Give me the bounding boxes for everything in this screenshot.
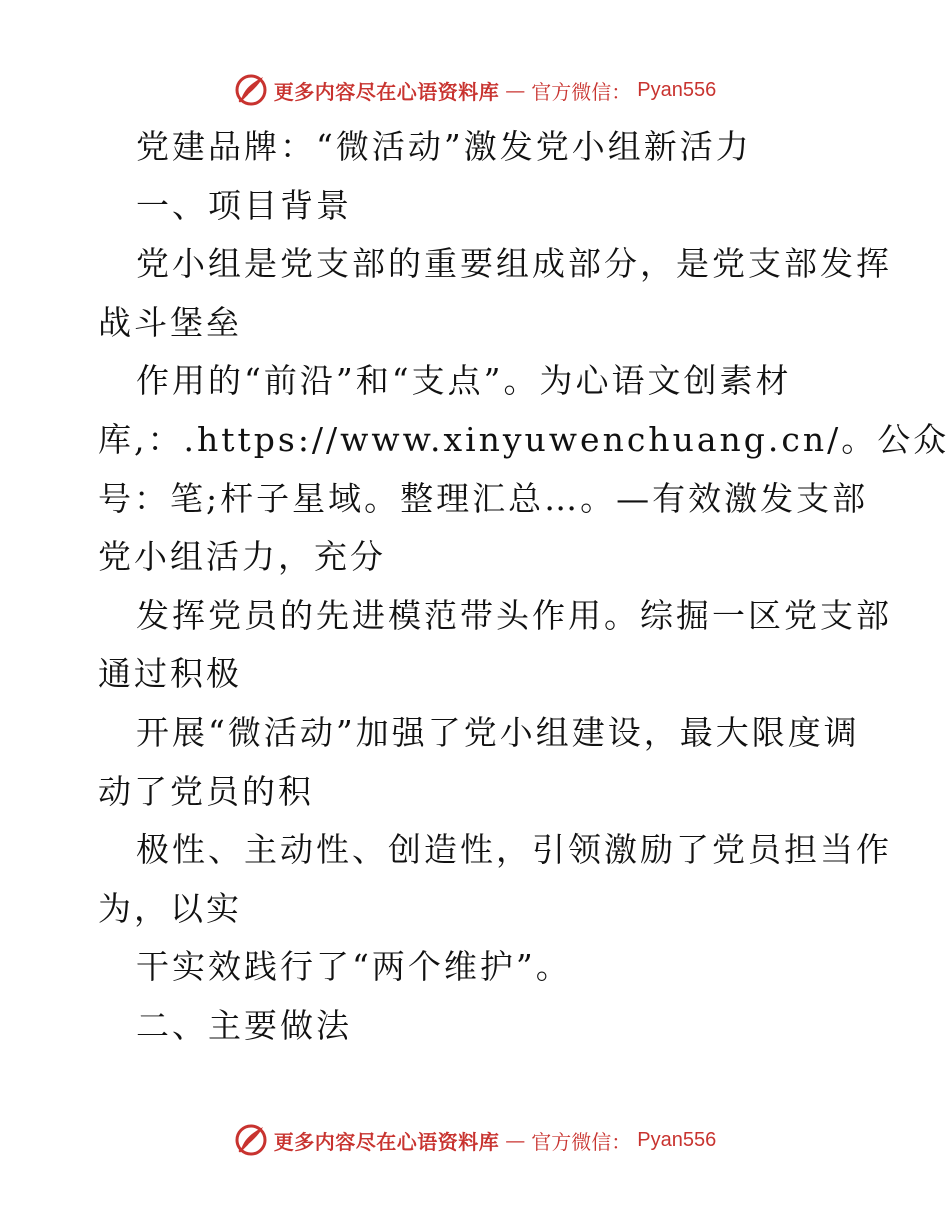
paragraph-line: 发挥党员的先进模范带头作用。综掘一区党支部	[136, 595, 892, 635]
banner-slogan: 更多内容尽在心语资料库	[273, 79, 500, 104]
paragraph-line: 号：笔;杆子星域。整理汇总…。—有效激发支部	[98, 478, 869, 518]
document-title: 党建品牌：“微活动”激发党小组新活力	[136, 127, 752, 166]
banner-wechat-id: Pyan556	[637, 1128, 717, 1151]
header-banner	[0, 70, 950, 110]
quill-logo-icon	[234, 1123, 268, 1157]
banner-wechat-label: 官方微信：	[531, 79, 632, 104]
section-heading: 二、主要做法	[136, 1005, 352, 1045]
banner-wechat-label: 官方微信：	[531, 1129, 632, 1154]
paragraph-line: 库,：.https://www.xinyuwenchuang.cn/。公众	[98, 419, 950, 459]
paragraph-line: 干实效践行了“两个维护”。	[136, 947, 572, 987]
banner-separator: —	[505, 78, 526, 102]
banner-slogan: 更多内容尽在心语资料库	[273, 1129, 500, 1154]
paragraph-line: 战斗堡垒	[98, 302, 242, 342]
paragraph-line: 通过积极	[98, 654, 242, 694]
paragraph-line: 作用的“前沿”和“支点”。为心语文创素材	[136, 361, 792, 401]
paragraph-line: 动了党员的积	[98, 771, 314, 811]
footer-banner	[0, 1120, 950, 1160]
paragraph-line: 开展“微活动”加强了党小组建设，最大限度调	[136, 712, 860, 752]
section-heading: 一、项目背景	[136, 185, 352, 225]
banner-wechat-id: Pyan556	[637, 78, 717, 101]
banner-separator: —	[505, 1128, 526, 1152]
paragraph-line: 党小组是党支部的重要组成部分，是党支部发挥	[136, 244, 892, 284]
paragraph-line: 为，以实	[98, 888, 242, 928]
paragraph-line: 党小组活力，充分	[98, 537, 386, 577]
quill-logo-icon	[234, 73, 268, 107]
document-body	[98, 118, 950, 1056]
paragraph-line: 极性、主动性、创造性，引领激励了党员担当作	[136, 830, 892, 870]
